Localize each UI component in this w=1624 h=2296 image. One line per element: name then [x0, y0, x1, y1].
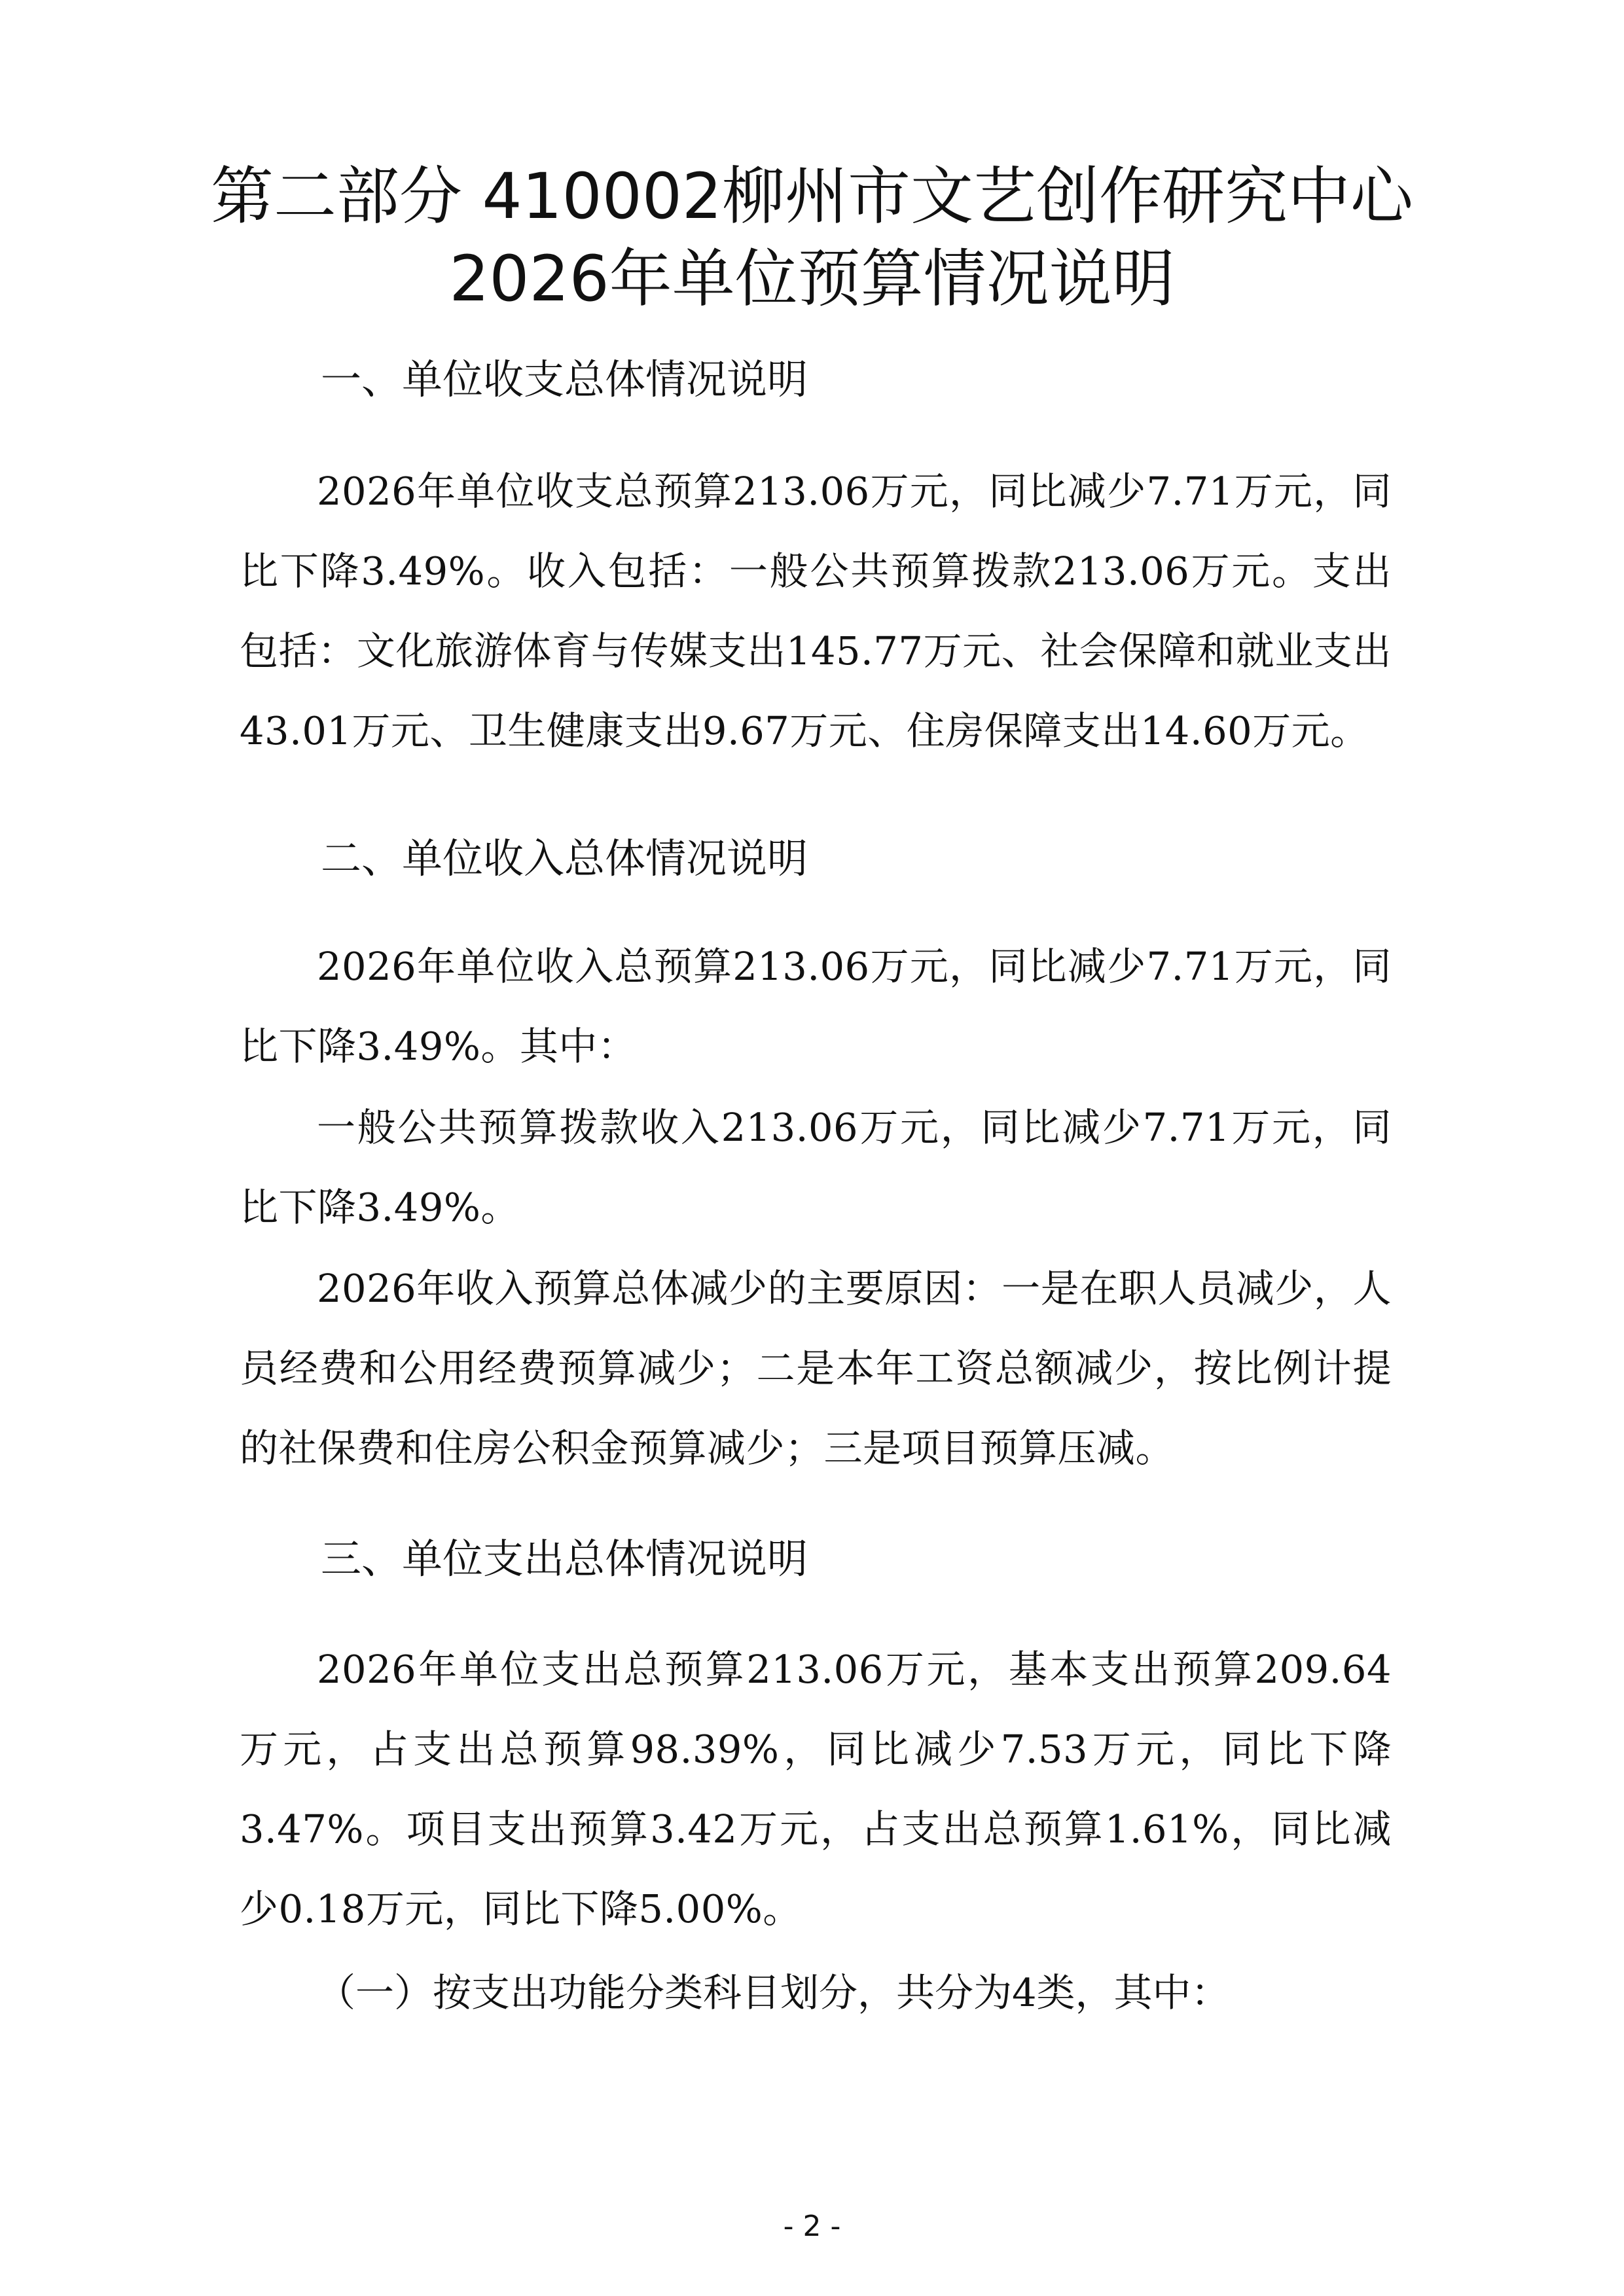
- section-1-paragraph-1: 2026年单位收支总预算213.06万元，同比减少7.71万元，同比下降3.49%。收入包括：一般公共预算拨款213.06万元。支出包括：文化旅游体育与传媒支出145.77万元、社会保障和就业支出43.01万元、卫生健康支出9.67万元、住房保障支出14.60万元。: [240, 469, 1392, 753]
- section-3-subitem: （一）按支出功能分类科目划分，共分为4类，其中：: [317, 1970, 1230, 2015]
- section-3-paragraph-1: 2026年单位支出总预算213.06万元，基本支出预算209.64万元，占支出总预算98.39%，同比减少7.53万元，同比下降3.47%。项目支出预算3.42万元，占支出总预算1.61%，同比减少0.18万元，同比下降5.00%。: [240, 1647, 1392, 1931]
- document-title-line1: 第二部分 410002柳州市文艺创作研究中心: [211, 160, 1413, 233]
- document-title-line2: 2026年单位预算情况说明: [449, 242, 1175, 315]
- section-2-paragraph-2: 一般公共预算拨款收入213.06万元，同比减少7.71万元，同比下降3.49%。: [240, 1105, 1392, 1230]
- page-number: - 2 -: [783, 2210, 841, 2243]
- section-2-heading: 二、单位收入总体情况说明: [321, 834, 808, 882]
- section-1-heading: 一、单位收支总体情况说明: [321, 355, 808, 403]
- section-2-paragraph-3: 2026年收入预算总体减少的主要原因：一是在职人员减少，人员经费和公用经费预算减少；二是本年工资总额减少，按比例计提的社保费和住房公积金预算减少；三是项目预算压减。: [240, 1266, 1392, 1471]
- section-3-heading: 三、单位支出总体情况说明: [321, 1535, 808, 1583]
- section-2-paragraph-1: 2026年单位收入总预算213.06万元，同比减少7.71万元，同比下降3.49%。其中：: [240, 944, 1392, 1069]
